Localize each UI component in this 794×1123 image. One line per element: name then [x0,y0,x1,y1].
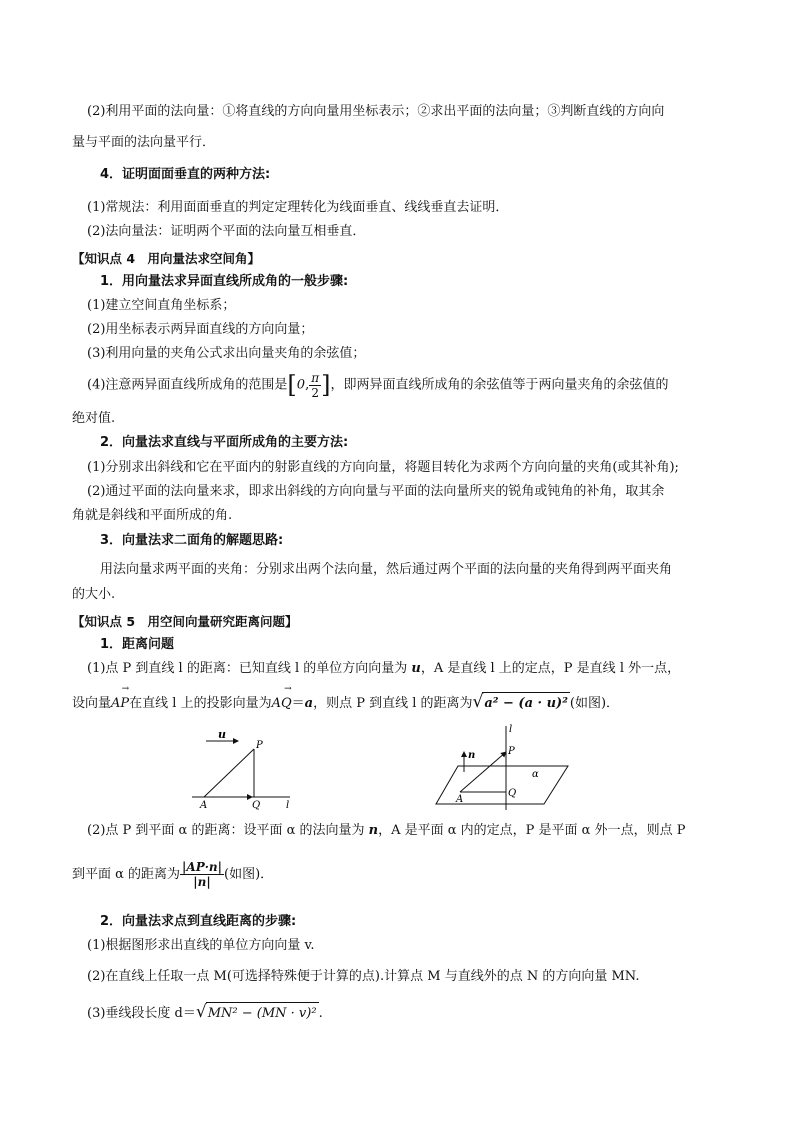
text-line: (4)注意两异面直线所成角的范围是[0, $\frac{\pi}{2}$ ]，即两异面直线所成角的余弦值等于两向量夹角的余弦值的 [87,370,669,400]
label-l: l [286,800,290,811]
vector-a: a [304,696,314,711]
range-bracket: [ [287,371,297,399]
perpendicular-length-formula: MN² − (MN · v)² [206,1002,319,1025]
text-line: 绝对值. [72,411,116,426]
pi-over-two [309,371,321,400]
section-heading: 4．证明面面垂直的两种方法: [100,167,271,182]
label-u: u [218,730,226,741]
text-line [72,684,620,715]
fraction-denominator: |n| [193,875,211,889]
text-span: 设向量 [72,696,112,711]
text-span: . [318,1006,323,1021]
text-span: 在直线 l 上的投影向量为 [129,696,272,711]
label-A: A [456,794,464,805]
text-line: (2)法向量法：证明两个平面的法向量互相垂直． [87,224,366,239]
text-line: 量与平面的法向量平行． [72,135,216,150]
text-line: (2)在直线上任取一点 M(可选择特殊便于计算的点).计算点 M 与直线外的点 N 的方向向量 MN. [87,969,640,984]
label-alpha: α [532,769,539,780]
text-span: 到平面 α 的距离为 [72,867,181,882]
label-P: P [508,746,515,757]
section-heading: 1．用向量法求异面直线所成角的一般步骤: [100,274,349,289]
text-span: (1)点 P 到直线 l 的距离：已知直线 l 的单位方向向量为 [87,661,412,676]
section-heading: 3．向量法求二面角的解题思路: [100,533,284,548]
text-line: (3)利用向量的夹角公式求出向量夹角的余弦值； [87,346,366,361]
text-span: (2)点 P 到平面 α 的距离：设平面 α 的法向量为 [87,823,369,838]
text-line: (1)根据图形求出直线的单位方向向量 v. [87,938,315,953]
text-line: 角就是斜线和平面所成的角. [72,508,233,523]
text-line: (1)建立空间直角坐标系； [87,298,236,313]
knowledge-point-label: 【知识点 4 用向量法求空间角】 [72,251,261,266]
text-span: (3)垂线段长度 d＝ [87,1006,196,1021]
label-A: A [200,800,208,811]
text-span: (如图)． [569,696,620,711]
distance-fraction [180,860,224,889]
text-line: (1)分别求出斜线和它在平面内的射影直线的方向向量，将题目转化为求两个方向向量的夹角(或其补角); [87,460,679,475]
label-Q: Q [508,788,517,799]
vector-label: AP [111,696,130,711]
text-span: (4)注意两异面直线所成角的范围是 [87,377,288,393]
text-line [87,822,685,840]
label-Q: Q [252,800,261,811]
vector-label: AQ [271,696,292,711]
text-line [87,660,680,678]
section-heading: 1．距离问题 [100,637,175,652]
section-heading: 2．向量法求点到直线距离的步骤: [100,914,297,929]
text-line [72,860,273,890]
text-line: 用法向量求两平面的夹角：分别求出两个法向量，然后通过两个平面的法向量的夹角得到两平面夹角 [100,562,673,577]
range-bracket: ] [321,371,331,399]
fraction-numerator: π [311,370,320,385]
label-l: l [509,724,513,735]
vector-AP [111,684,130,715]
knowledge-point-label: 【知识点 5 用空间向量研究距离问题】 [72,614,298,629]
figure-point-to-plane [430,722,580,812]
vector-n: n [368,823,379,838]
sqrt-sign-icon: √ [195,1002,207,1022]
text-line: (2)通过平面的法向量来求，即求出斜线的方向向量与平面的法向量所夹的锐角或钝角的补角，取其余 [87,484,665,499]
text-span: ＝ [291,696,305,711]
fraction-denominator: 2 [311,385,319,400]
label-P: P [256,740,263,751]
text-span: ，A 是直线 l 上的定点，P 是直线 l 外一点， [420,661,681,676]
section-heading: 2．向量法求直线与平面所成角的主要方法: [100,435,349,450]
text-line: 的大小. [72,587,116,602]
arrow-icon: → [121,684,130,694]
text-span: ，A 是平面 α 内的定点，P 是平面 α 外一点，则点 P [378,823,686,838]
vector-u: u [411,661,421,676]
fraction-numerator: |AP·n| [182,860,223,874]
text-span: (如图)． [224,867,274,882]
text-span: ，即两异面直线所成角的余弦值等于两向量夹角的余弦值的 [330,377,669,393]
vector-AQ [271,684,292,715]
sqrt-sign-icon: √ [472,692,484,712]
text-span: ，则点 P 到直线 l 的距离为 [313,696,473,711]
text-line: (2)用坐标表示两异面直线的方向向量； [87,322,314,337]
distance-formula: a² − (a · u)² [482,692,570,715]
label-n: n [468,750,476,761]
figure-point-to-line [186,730,306,812]
text-line: (2)利用平面的法向量：①将直线的方向向量用坐标表示；②求出平面的法向量；③判断直线的方向向 [87,104,665,119]
text-line [87,1001,323,1025]
arrow-icon: → [284,684,292,694]
text-line: (1)常规法：利用面面垂直的判定定理转化为线面垂直、线线垂直去证明． [87,200,509,215]
range-start: 0 [296,377,306,393]
